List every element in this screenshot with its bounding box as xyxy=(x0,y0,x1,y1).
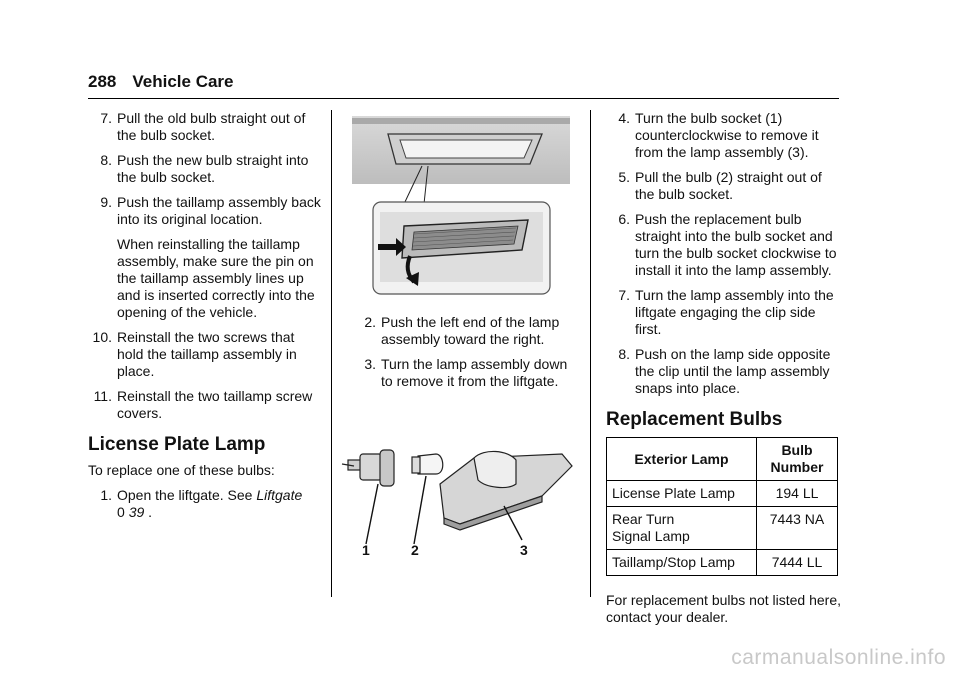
step-text: Turn the lamp assembly into the liftgate engaging the clip side first. xyxy=(635,287,834,337)
list-item xyxy=(606,346,842,397)
step-number: 5. xyxy=(618,169,630,185)
step-number: 4. xyxy=(618,110,630,126)
table-cell: Rear Turn Signal Lamp xyxy=(607,507,757,550)
step-number: 1. xyxy=(100,487,112,503)
step-number: 9. xyxy=(100,194,112,210)
step-text: Reinstall the two taillamp screw covers. xyxy=(117,388,313,421)
header-divider xyxy=(88,98,839,99)
table-header: Bulb Number xyxy=(757,438,838,481)
table-row xyxy=(607,481,838,507)
list-item xyxy=(88,110,322,144)
callout-1: 1 xyxy=(362,542,370,558)
column-3 xyxy=(606,110,842,626)
section-heading: License Plate Lamp xyxy=(88,434,266,455)
step-number: 3. xyxy=(364,356,376,372)
step-number: 10. xyxy=(92,329,112,345)
section-heading: Replacement Bulbs xyxy=(606,409,783,430)
step-number: 7. xyxy=(618,287,630,303)
step-text: Pull the bulb (2) straight out of the bulb socket. xyxy=(635,169,822,202)
table-cell: License Plate Lamp xyxy=(607,481,757,507)
step-text: Push the replacement bulb straight into the bulb socket and turn the bulb socket clockwise to install it into the lamp assembly. xyxy=(635,211,837,278)
bulb-components-illustration xyxy=(340,440,585,560)
list-item xyxy=(88,388,322,422)
site-watermark: carmanualsonline.info xyxy=(731,646,946,669)
list-item xyxy=(88,194,322,228)
step-text: Push the taillamp assembly back into its original location. xyxy=(117,194,321,227)
intro-text: To replace one of these bulbs: xyxy=(88,462,275,478)
table-cell: 7444 LL xyxy=(757,550,838,576)
page-ref-symbol: 0 xyxy=(117,504,125,520)
list-item xyxy=(88,329,322,380)
step-number: 8. xyxy=(618,346,630,362)
list-item xyxy=(88,152,322,186)
list-item xyxy=(606,287,842,338)
page-number: 288 xyxy=(88,72,117,91)
step-text-end: . xyxy=(144,504,153,520)
column-1 xyxy=(88,110,322,529)
step-text: Push on the lamp side opposite the clip until the lamp assembly snaps into place. xyxy=(635,346,831,396)
table-cell: 7443 NA xyxy=(757,507,838,550)
lamp-removal-illustration xyxy=(352,116,572,296)
reinstall-note: When reinstalling the taillamp assembly, make sure the pin on the taillamp assembly lines up and is inserted correctly into the opening of the vehicle. xyxy=(117,236,315,320)
step-text: Turn the bulb socket (1) counterclockwise to remove it from the lamp assembly (3). xyxy=(635,110,819,160)
list-item xyxy=(88,487,322,521)
step-number: 8. xyxy=(100,152,112,168)
section-title: Vehicle Care xyxy=(132,72,234,91)
step-text: Reinstall the two screws that hold the taillamp assembly in place. xyxy=(117,329,297,379)
step-number: 11. xyxy=(93,388,112,404)
step-text: Pull the old bulb straight out of the bulb socket. xyxy=(117,110,306,143)
column-divider-left xyxy=(331,110,332,597)
column-2-steps xyxy=(352,314,574,398)
step-text: Turn the lamp assembly down to remove it from the liftgate. xyxy=(381,356,568,389)
table-row xyxy=(607,507,838,550)
list-item xyxy=(352,314,574,348)
step-number: 6. xyxy=(618,211,630,227)
step-text xyxy=(117,487,322,521)
callout-2: 2 xyxy=(411,542,419,558)
table-header-row xyxy=(607,438,838,481)
step-number: 2. xyxy=(364,314,376,330)
table-row xyxy=(607,550,838,576)
column-divider-right xyxy=(590,110,591,597)
page-header xyxy=(88,72,234,92)
footer-note: For replacement bulbs not listed here, contact your dealer. xyxy=(606,592,842,625)
step-text: Push the new bulb straight into the bulb socket. xyxy=(117,152,309,185)
page-ref-link[interactable]: 39 xyxy=(128,504,145,520)
step-number: 7. xyxy=(100,110,112,126)
table-cell: Taillamp/Stop Lamp xyxy=(607,550,757,576)
list-item xyxy=(606,110,842,161)
step-text: Push the left end of the lamp assembly toward the right. xyxy=(381,314,560,347)
list-item xyxy=(606,211,842,279)
list-item xyxy=(352,356,574,390)
table-header: Exterior Lamp xyxy=(607,438,757,481)
table-cell: 194 LL xyxy=(757,481,838,507)
liftgate-link[interactable]: Liftgate xyxy=(256,487,303,503)
bulb-table xyxy=(606,437,838,576)
step-text-main: Open the liftgate. See xyxy=(117,487,257,503)
callout-3: 3 xyxy=(520,542,528,558)
list-item xyxy=(606,169,842,203)
